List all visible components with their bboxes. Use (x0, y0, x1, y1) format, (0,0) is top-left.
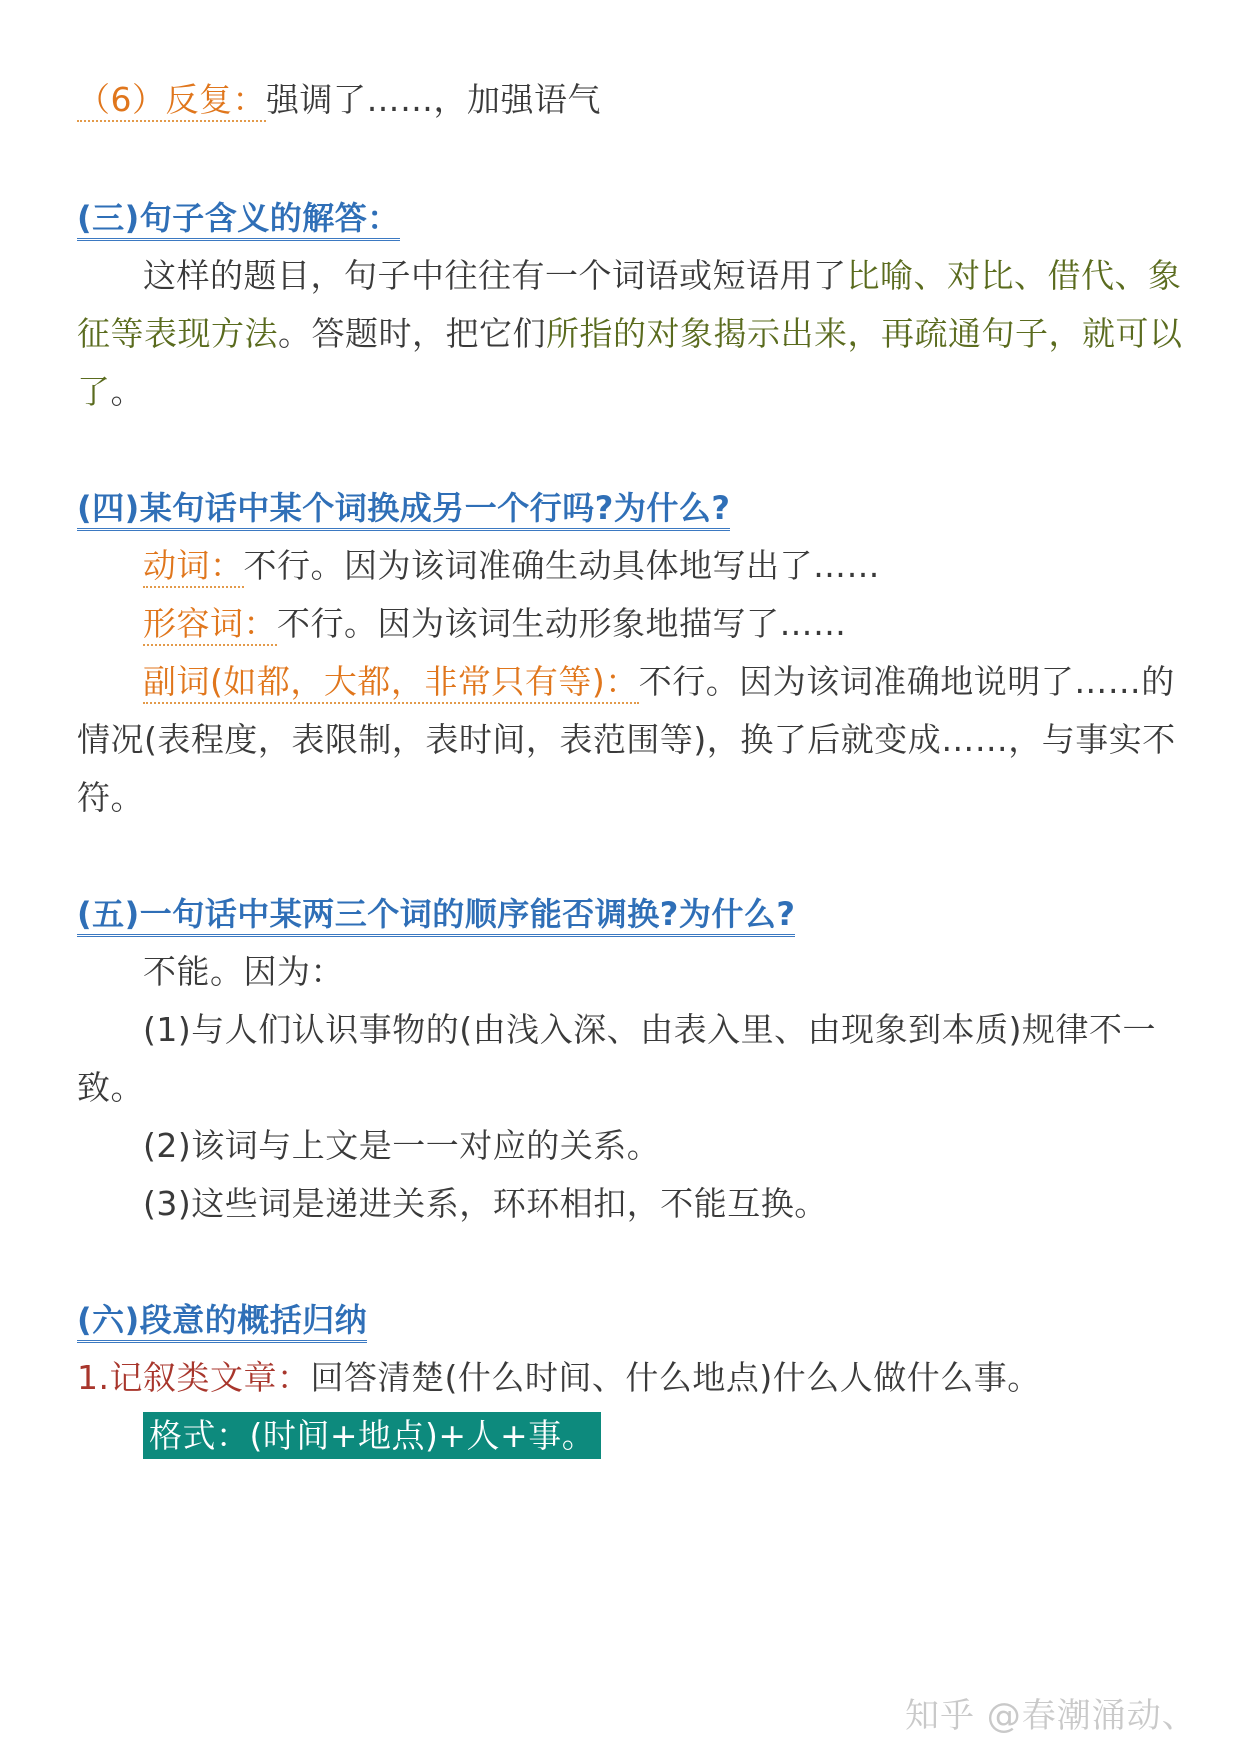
section5-heading: (五)一句话中某两三个词的顺序能否调换?为什么? (77, 895, 795, 937)
verb-label: 动词： (143, 546, 244, 588)
item6-text: 强调了……，加强语气 (266, 80, 601, 119)
section5-reason3-line (143, 1182, 828, 1226)
adv-label: 副词(如都，大都，非常只有等)： (143, 662, 639, 704)
section4-verb-line (143, 544, 880, 588)
section3-heading: (三)句子含义的解答： (77, 199, 400, 241)
section3-line1-green: 比喻、对比、借代、象 (846, 256, 1182, 295)
section3-line2-plain: 。答题时，把它们 (278, 314, 546, 353)
watermark: 知乎 @春潮涌动、 (905, 1696, 1197, 1736)
section6-heading-line (77, 1298, 367, 1342)
section4-heading-line (77, 486, 730, 530)
section4-adv-line3 (77, 776, 144, 820)
reason1-line1: (1)与人们认识事物的(由浅入深、由表入里、由现象到本质)规律不一 (143, 1010, 1156, 1049)
section5-reason1-line2 (77, 1066, 144, 1110)
item1-label: 1.记叙类文章： (77, 1358, 311, 1397)
section5-reason2-line (143, 1124, 660, 1168)
section3-line3-plain: 。 (110, 372, 144, 411)
section6-item1-line (77, 1356, 1041, 1400)
item1-text: 回答清楚(什么时间、什么地点)什么人做什么事。 (310, 1358, 1041, 1397)
section4-adv-line2 (77, 718, 1176, 762)
section3-line2-green-b: 所指的对象揭示出来，再疏通句子，就可以 (546, 314, 1183, 353)
section3-para-line3 (77, 370, 144, 414)
section4-adv-line1 (143, 660, 1175, 704)
section4-heading: (四)某句话中某个词换成另一个行吗?为什么? (77, 489, 730, 531)
section5-heading-line (77, 892, 795, 936)
reason1-line2: 致。 (77, 1068, 144, 1107)
section4-adj-line (143, 602, 847, 646)
reason3: (3)这些词是递进关系，环环相扣，不能互换。 (143, 1184, 828, 1223)
section3-line3-green: 了 (77, 372, 111, 411)
item6-line (77, 78, 601, 122)
reason2: (2)该词与上文是一一对应的关系。 (143, 1126, 661, 1165)
adv-text: 不行。因为该词准确地说明了……的 (638, 662, 1175, 701)
adj-label: 形容词： (143, 604, 277, 646)
section3-heading-line (77, 196, 400, 240)
section5-intro: 不能。因为： (143, 952, 344, 991)
adv-line3: 符。 (77, 778, 144, 817)
format-box: 格式：(时间+地点)+人+事。 (143, 1412, 601, 1459)
adv-line2: 情况(表程度，表限制，表时间，表范围等)，换了后就变成……，与事实不 (77, 720, 1176, 759)
section5-intro-line (143, 950, 344, 994)
item6-label: （6）反复： (77, 80, 266, 122)
section3-line1-plain: 这样的题目，句子中往往有一个词语或短语用了 (143, 256, 847, 295)
section5-reason1-line1 (143, 1008, 1156, 1052)
adj-text: 不行。因为该词生动形象地描写了…… (277, 604, 847, 643)
section6-heading: (六)段意的概括归纳 (77, 1301, 367, 1343)
section6-format-line (143, 1414, 601, 1458)
section3-line2-green-a: 征等表现方法 (77, 314, 278, 353)
section3-para-line2 (77, 312, 1183, 356)
section3-para-line1 (143, 254, 1182, 298)
verb-text: 不行。因为该词准确生动具体地写出了…… (243, 546, 880, 585)
